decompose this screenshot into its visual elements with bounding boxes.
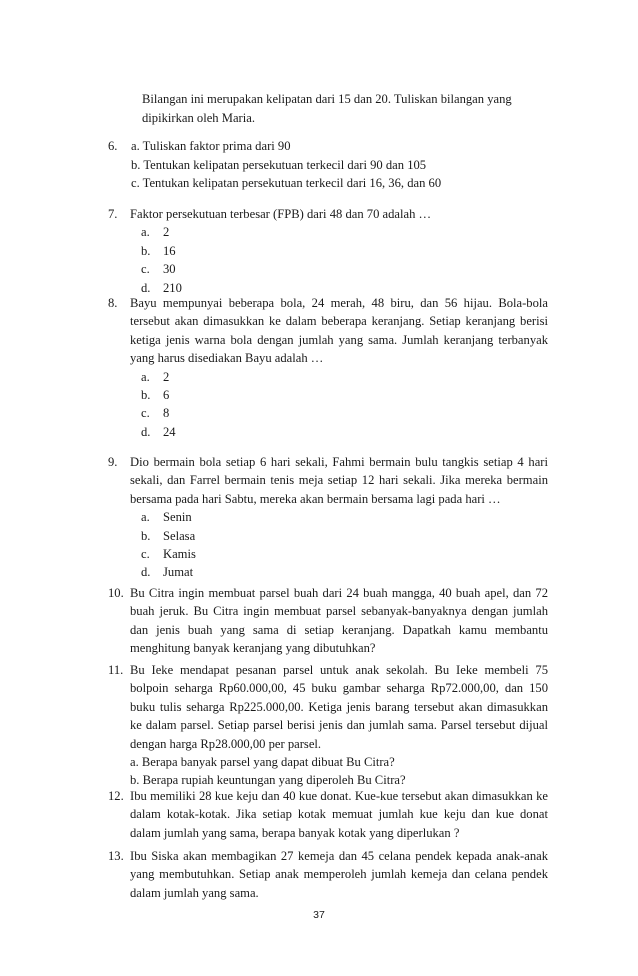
intro-continuation [142, 90, 562, 128]
question-9 [108, 453, 548, 582]
question-6-part-b: b. Tentukan kelipatan persekutuan terkecil dari 90 dan 105 [131, 157, 427, 172]
question-text: Ibu Siska akan membagikan 27 kemeja dan 45 celana pendek kepada anak-anak yang membutuhkan. Setiap anak memperoleh jumlah kemeja dan celana pendek dalam jumlah yang sama. [130, 849, 548, 900]
option-b[interactable]: b. 16 [141, 243, 176, 258]
option-d[interactable]: d. 210 [141, 280, 182, 295]
option-c[interactable]: c. Kamis [141, 547, 196, 561]
answer-options [141, 223, 548, 297]
question-text: Dio bermain bola setiap 6 hari sekali, Fahmi bermain bulu tangkis setiap 4 hari sekali, dan Farrel bermain tenis meja setiap 12 hari sekali. Jika mereka bermain bersama pada hari Sabtu, mereka akan bermain bersama lagi pada hari … [130, 455, 548, 506]
answer-options [141, 368, 548, 442]
question-8 [108, 294, 548, 441]
option-a[interactable]: a. 2 [141, 369, 170, 384]
intro-line-2: yang dipikirkan oleh Maria. [142, 92, 512, 125]
question-number: 12. [108, 789, 124, 803]
question-text: Bu Ieke mendapat pesanan parsel untuk anak sekolah. Bu Ieke membeli 75 bolpoin seharga Rp60.000,00, 45 buku gambar seharga Rp72.000,00, dan 150 buku tulis seharga Rp225.000,00. Ketiga jenis barang tersebut akan dimasukkan ke dalam parsel. Setiap parsel berisi jenis dan jumlah sama. Parsel tersebut dijual dengan harga Rp28.000,00 per parsel. [130, 663, 548, 751]
question-number: 7. [108, 207, 118, 221]
question-number: 6. [108, 139, 118, 153]
answer-options [141, 508, 548, 582]
question-text: Bayu mempunyai beberapa bola, 24 merah, 48 biru, dan 56 hijau. Bola-bola tersebut akan dimasukkan ke dalam beberapa keranjang. Setiap keranjang berisi ketiga jenis warna bola dengan jumlah yang sama. Jumlah keranjang terbanyak yang harus disediakan Bayu adalah … [130, 296, 548, 366]
question-number: 10. [108, 586, 124, 600]
question-11 [108, 661, 548, 790]
question-number: 13. [108, 849, 124, 863]
question-text: Faktor persekutuan terbesar (FPB) dari 48 dan 70 adalah … [130, 207, 432, 221]
question-number: 9. [108, 455, 118, 469]
page-number: 37 [313, 909, 325, 921]
option-c[interactable]: c. 30 [141, 262, 176, 277]
option-d[interactable]: d. Jumat [141, 565, 194, 580]
question-7 [108, 205, 548, 297]
question-number: 11. [108, 663, 124, 677]
question-text: Bu Citra ingin membuat parsel buah dari 24 buah mangga, 40 buah apel, dan 72 buah jeruk. Bu Citra ingin membuat parsel sebanyak-banyaknya dengan jumlah dan jenis buah yang sama di setiap keranjang. Dapatkah kamu membantu menghitung banyak keranjang yang dibutuhkan? [130, 586, 548, 656]
question-11-part-b: b. Berapa rupiah keuntungan yang diperoleh Bu Citra? [130, 773, 406, 788]
question-12 [108, 787, 548, 842]
question-6-part-c: c. Tentukan kelipatan persekutuan terkecil dari 16, 36, dan 60 [131, 176, 442, 191]
question-text: Ibu memiliki 28 kue keju dan 40 kue donat. Kue-kue tersebut akan dimasukkan ke dalam kotak-kotak. Jika setiap kotak memuat jumlah kue keju dan kue donat dalam jumlah yang sama, berapa banyak kotak yang diperlukan ? [130, 789, 548, 840]
option-a[interactable]: a. Senin [141, 510, 192, 525]
option-b[interactable]: b. 6 [141, 388, 170, 403]
option-d[interactable]: d. 24 [141, 424, 176, 439]
question-13 [108, 847, 548, 902]
question-10 [108, 584, 548, 658]
intro-line-1: Bilangan ini merupakan kelipatan dari 15 dan 20. Tuliskan bilangan [142, 92, 485, 106]
option-b[interactable]: b. Selasa [141, 528, 196, 543]
question-6 [108, 137, 548, 193]
question-6-part-a: a. Tuliskan faktor prima dari 90 [131, 139, 291, 153]
question-number: 8. [108, 296, 118, 310]
option-a[interactable]: a. 2 [141, 225, 170, 240]
option-c[interactable]: c. 8 [141, 406, 170, 421]
question-11-part-a: a. Berapa banyak parsel yang dapat dibuat Bu Citra? [130, 755, 395, 770]
